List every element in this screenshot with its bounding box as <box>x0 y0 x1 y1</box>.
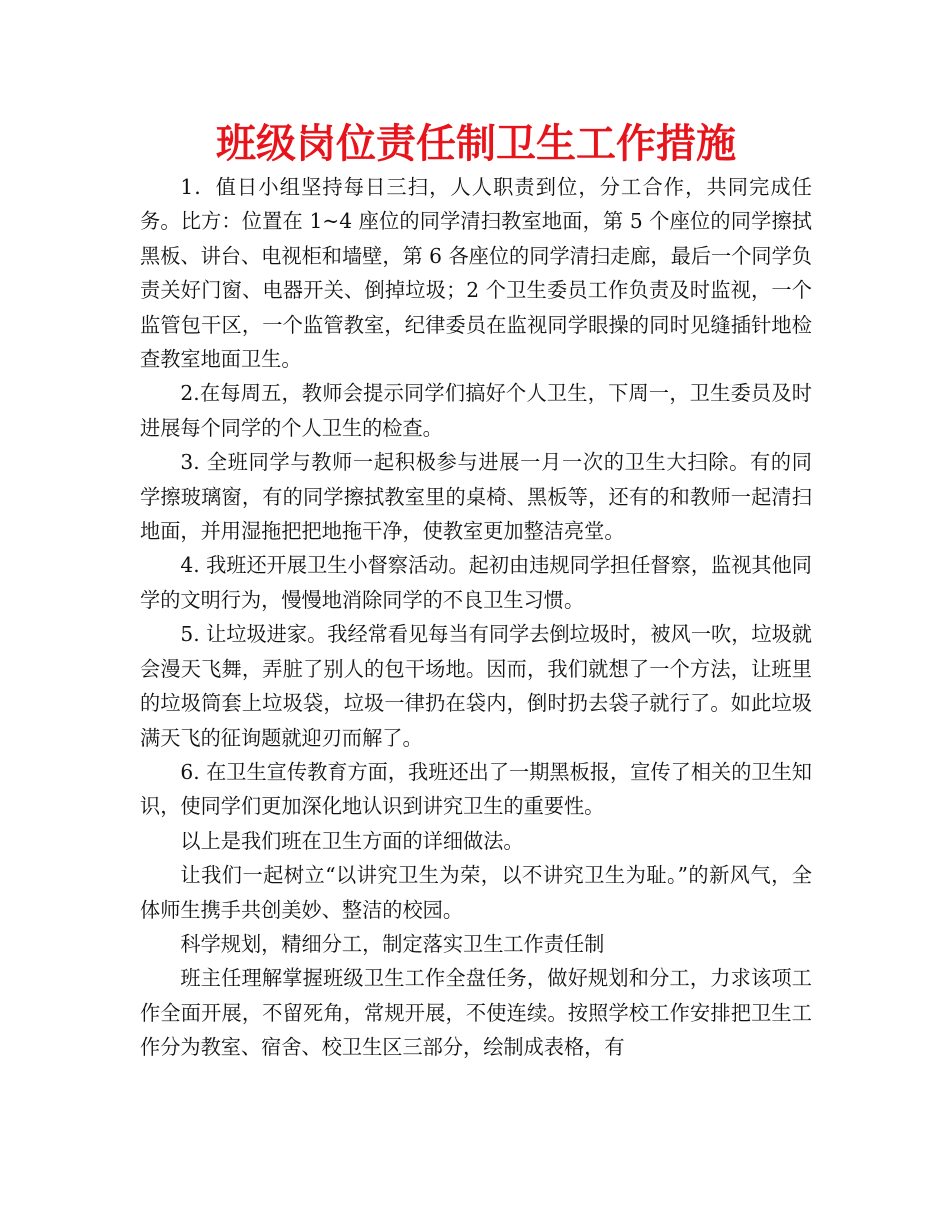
document-page <box>140 118 812 1065</box>
paragraph-7: 以上是我们班在卫生方面的详细做法。 <box>180 828 524 853</box>
section-heading: 科学规划，精细分工，制定落实卫生工作责任制 <box>180 931 605 956</box>
document-title: 班级岗位责任制卫生工作措施 <box>216 121 736 167</box>
document-body <box>140 170 812 1065</box>
paragraph-5: 5. 让垃圾进家。我经常看见每当有同学去倒垃圾时，被风一吹，垃圾就会漫天飞舞，弄脏了别人的包干场地。因而，我们就想了一个方法，让班里的垃圾筒套上垃圾袋，垃圾一律扔在袋内，倒时扔去袋子就行了。如此垃圾满天飞的征询题就迎刃而解了。 <box>140 622 812 750</box>
paragraph-10: 班主任理解掌握班级卫生工作全盘任务，做好规划和分工，力求该项工作全面开展，不留死角，常规开展，不使连续。按照学校工作安排把卫生工作分为教室、宿舍、校卫生区三部分，绘制成表格，有 <box>140 966 812 1060</box>
paragraph-1: 1．值日小组坚持每日三扫，人人职责到位，分工合作，共同完成任务。比方：位置在 1~4 座位的同学清扫教室地面，第 5 个座位的同学擦拭黑板、讲台、电视柜和墙壁，第 6 各座位的同学清扫走廊，最后一个同学负责关好门窗、电器开关、倒掉垃圾；2 个卫生委员工作负责及时监视，一个监管包干区，一个监管教室，纪律委员在监视同学眼操的同时见缝插针地检查教室地面卫生。 <box>140 175 812 372</box>
paragraph-8: 让我们一起树立“以讲究卫生为荣，以不讲究卫生为耻。”的新风气，全体师生携手共创美妙、整洁的校园。 <box>140 863 812 922</box>
paragraph-6: 6. 在卫生宣传教育方面，我班还出了一期黑板报，宣传了相关的卫生知识，使同学们更加深化地认识到讲究卫生的重要性。 <box>140 759 812 819</box>
paragraph-4: 4. 我班还开展卫生小督察活动。起初由违规同学担任督察，监视其他同学的文明行为，慢慢地消除同学的不良卫生习惯。 <box>140 553 812 612</box>
paragraph-3: 3. 全班同学与教师一起积极参与进展一月一次的卫生大扫除。有的同 学擦玻璃窗，有的同学擦拭教室里的桌椅、黑板等，还有的和教师一起清扫地面，并用湿拖把把地拖干净，使教室更加整洁亮堂。 <box>140 450 812 544</box>
paragraph-2: 2.在每周五，教师会提示同学们搞好个人卫生，下周一，卫生委员及时进展每个同学的个人卫生的检查。 <box>140 381 812 440</box>
